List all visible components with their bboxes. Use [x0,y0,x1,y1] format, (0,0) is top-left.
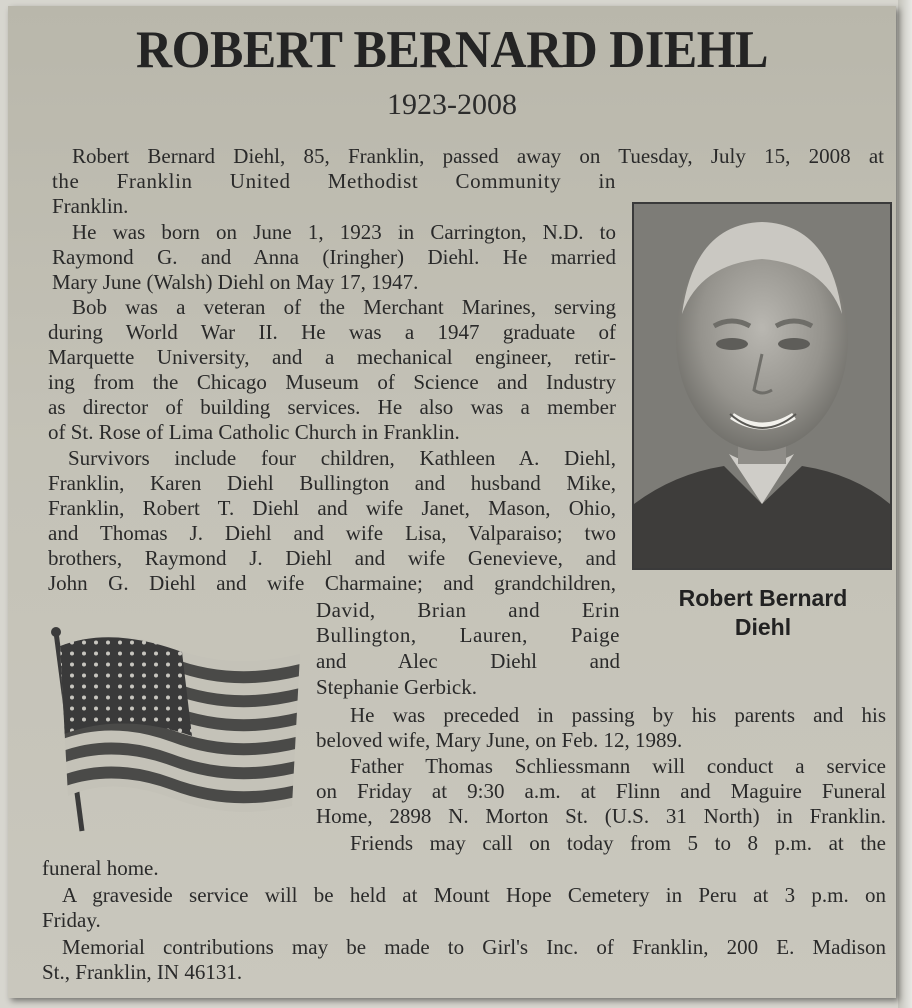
text-line: the Franklin United Methodist Community in [52,169,616,193]
text-line: Mary June (Walsh) Diehl on May 17, 1947. [52,270,419,294]
text-line: and Alec Diehl and [316,649,620,673]
text-line: Survivors include four children, Kathleen A. Diehl, [68,446,616,470]
obituary-clipping [8,6,896,998]
text-line: Raymond G. and Anna (Iringher) Diehl. He married [52,245,616,269]
text-line: David, Brian and Erin [316,598,620,622]
text-line: ing from the Chicago Museum of Science and Industry [48,370,616,394]
text-line: during World War II. He was a 1947 graduate of [48,320,616,344]
text-line: Memorial contributions may be made to Girl's Inc. of Franklin, 200 E. Madison [62,935,886,959]
text-line: funeral home. [42,856,159,880]
text-line: Franklin, Karen Diehl Bullington and husband Mike, [48,471,616,495]
text-line: A graveside service will be held at Mount Hope Cemetery in Peru at 3 p.m. on [62,883,886,907]
text-line: John G. Diehl and wife Charmaine; and grandchildren, [48,571,616,595]
text-line: Marquette University, and a mechanical engineer, retir- [48,345,616,369]
photo-caption [632,584,894,642]
american-flag-icon [42,626,304,836]
portrait-figure [634,204,890,568]
text-line: of St. Rose of Lima Catholic Church in Franklin. [48,420,460,444]
caption-line: Robert Bernard [678,585,848,611]
portrait-photo [632,202,892,570]
caption-line: Diehl [734,614,792,640]
text-line: beloved wife, Mary June, on Feb. 12, 1989. [316,728,683,752]
text-line: Stephanie Gerbick. [316,675,477,699]
text-line: and Thomas J. Diehl and wife Lisa, Valparaiso; two [48,521,616,545]
newspaper-edge [898,0,912,1008]
text-line: Bullington, Lauren, Paige [316,623,620,647]
text-line: Bob was a veteran of the Merchant Marines, serving [72,295,616,319]
text-line: on Friday at 9:30 a.m. at Flinn and Maguire Funeral [316,779,886,803]
obituary-years: 1923-2008 [387,88,517,121]
text-line: Friday. [42,908,101,932]
text-line: Franklin, Robert T. Diehl and wife Janet, Mason, Ohio, [48,496,616,520]
text-line: He was preceded in passing by his parents and his [350,703,886,727]
text-line: He was born on June 1, 1923 in Carrington, N.D. to [72,220,616,244]
text-line: St., Franklin, IN 46131. [42,960,243,984]
obituary-name: ROBERT BERNARD DIEHL [136,19,768,79]
text-line: Father Thomas Schliessmann will conduct a service [350,754,886,778]
text-line: Franklin. [52,194,129,218]
text-line: as director of building services. He also was a member [48,395,616,419]
text-line: brothers, Raymond J. Diehl and wife Genevieve, and [48,546,616,570]
text-line: Home, 2898 N. Morton St. (U.S. 31 North) in Franklin. [316,804,886,828]
text-line: Friends may call on today from 5 to 8 p.m. at the [350,831,886,855]
text-line: Robert Bernard Diehl, 85, Franklin, passed away on Tuesday, July 15, 2008 at [72,144,884,168]
